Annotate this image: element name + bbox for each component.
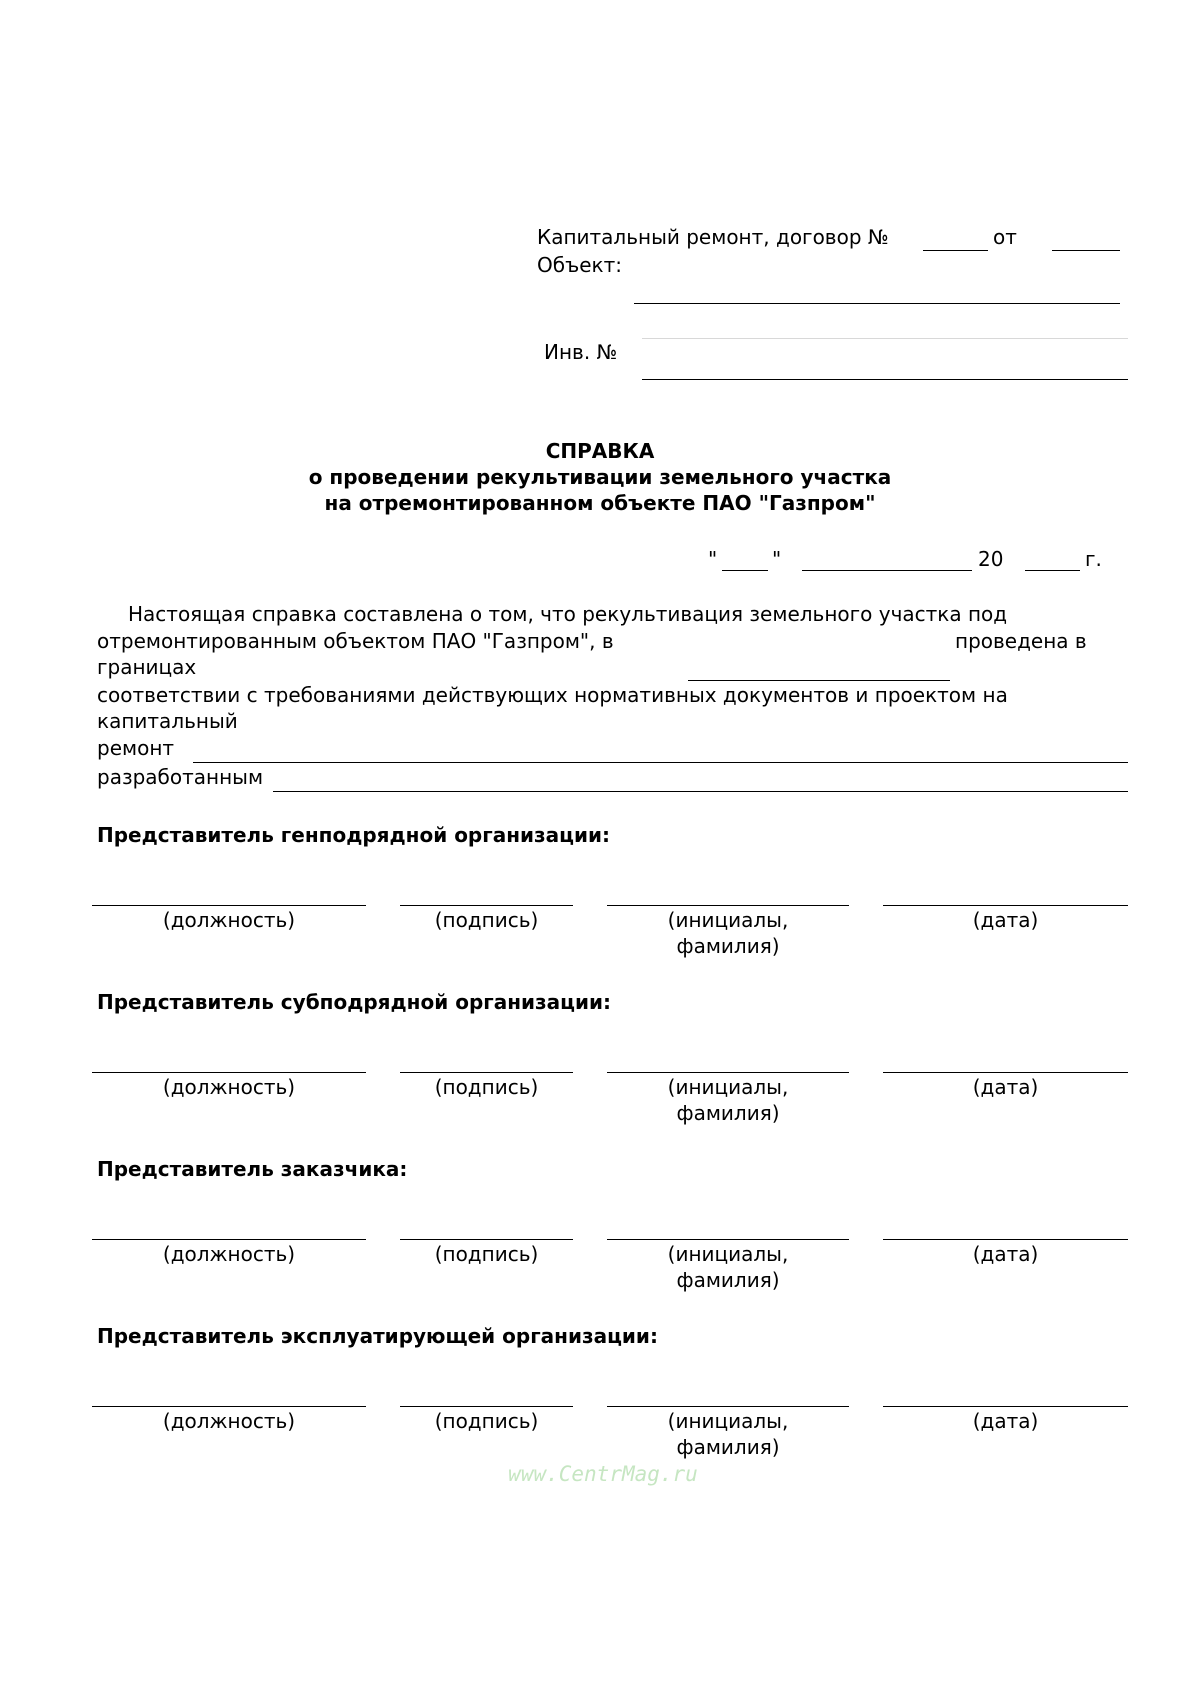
signature-caption: (подпись) xyxy=(434,908,539,932)
position-caption: (должность) xyxy=(162,1075,296,1099)
date-year-suffix: г. xyxy=(1085,547,1102,571)
date-year-prefix: 20 xyxy=(978,547,1004,571)
signature-caption: (подпись) xyxy=(434,1409,539,1433)
signature-signature-line[interactable] xyxy=(400,1072,573,1073)
document-title: СПРАВКА xyxy=(545,439,655,463)
boundaries-line[interactable] xyxy=(688,680,950,681)
initials-caption: (инициалы, фамилия) xyxy=(667,1409,789,1459)
position-signature-line[interactable] xyxy=(92,1239,366,1240)
signature-signature-line[interactable] xyxy=(400,1239,573,1240)
date-signature-line[interactable] xyxy=(883,1239,1128,1240)
date-open-quote: " xyxy=(708,547,718,571)
date-year-line[interactable] xyxy=(1025,570,1080,571)
initials-signature-line[interactable] xyxy=(607,905,849,906)
representative-title: Представитель субподрядной организации: xyxy=(97,990,612,1014)
initials-caption: (инициалы, фамилия) xyxy=(667,908,789,958)
contract-number-line[interactable] xyxy=(923,250,988,251)
initials-signature-line[interactable] xyxy=(607,1239,849,1240)
developed-by-line[interactable] xyxy=(273,791,1128,792)
body-line-1: Настоящая справка составлена о том, что рекультивация земельного участка под xyxy=(128,602,1008,626)
body-line-4: соответствии с требованиями действующих нормативных документов и проектом на xyxy=(97,683,1008,707)
inv-label: Инв. № xyxy=(544,340,618,364)
body-line-2a: отремонтированным объектом ПАО "Газпром", в xyxy=(97,629,614,653)
body-line-5: капитальный xyxy=(97,709,238,733)
date-signature-line[interactable] xyxy=(883,905,1128,906)
signature-caption: (подпись) xyxy=(434,1242,539,1266)
representative-title: Представитель эксплуатирующей организации: xyxy=(97,1324,658,1348)
position-caption: (должность) xyxy=(162,1242,296,1266)
body-line-2b: проведена в xyxy=(955,629,1087,653)
date-caption: (дата) xyxy=(972,1242,1039,1266)
body-line-6: ремонт xyxy=(97,736,175,760)
initials-signature-line[interactable] xyxy=(607,1072,849,1073)
watermark: www.CentrMag.ru xyxy=(508,1462,698,1486)
position-signature-line[interactable] xyxy=(92,1072,366,1073)
initials-signature-line[interactable] xyxy=(607,1406,849,1407)
from-label: от xyxy=(993,225,1017,249)
document-subtitle-1: о проведении рекультивации земельного участка xyxy=(308,465,892,489)
repair-line[interactable] xyxy=(193,762,1128,763)
contract-label: Капитальный ремонт, договор № xyxy=(537,225,889,249)
representative-title: Представитель генподрядной организации: xyxy=(97,823,610,847)
date-close-quote: " xyxy=(772,547,782,571)
body-line-7: разработанным xyxy=(97,765,264,789)
date-caption: (дата) xyxy=(972,1409,1039,1433)
date-signature-line[interactable] xyxy=(883,1072,1128,1073)
document-subtitle-2: на отремонтированном объекте ПАО "Газпром" xyxy=(324,491,876,515)
representative-title: Представитель заказчика: xyxy=(97,1157,408,1181)
position-caption: (должность) xyxy=(162,908,296,932)
date-signature-line[interactable] xyxy=(883,1406,1128,1407)
initials-caption: (инициалы, фамилия) xyxy=(667,1075,789,1125)
position-signature-line[interactable] xyxy=(92,1406,366,1407)
signature-signature-line[interactable] xyxy=(400,905,573,906)
inv-number-line[interactable] xyxy=(642,379,1128,380)
object-second-line xyxy=(642,338,1128,339)
date-day-line[interactable] xyxy=(722,570,768,571)
object-label: Объект: xyxy=(537,253,622,277)
position-signature-line[interactable] xyxy=(92,905,366,906)
object-line[interactable] xyxy=(634,303,1120,304)
date-month-line[interactable] xyxy=(802,570,972,571)
contract-date-line[interactable] xyxy=(1052,250,1120,251)
date-caption: (дата) xyxy=(972,908,1039,932)
signature-caption: (подпись) xyxy=(434,1075,539,1099)
signature-signature-line[interactable] xyxy=(400,1406,573,1407)
body-line-3: границах xyxy=(97,655,197,679)
position-caption: (должность) xyxy=(162,1409,296,1433)
date-caption: (дата) xyxy=(972,1075,1039,1099)
initials-caption: (инициалы, фамилия) xyxy=(667,1242,789,1292)
